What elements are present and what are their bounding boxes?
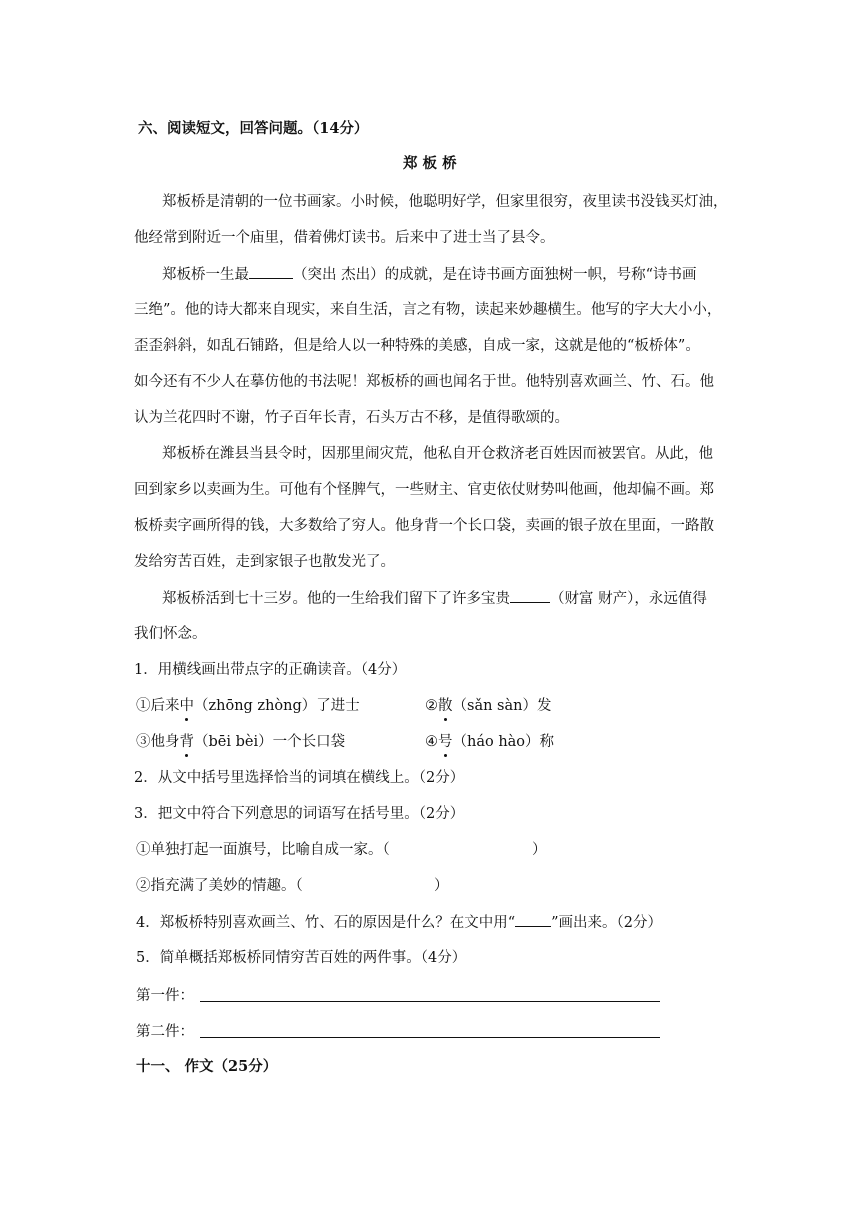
first-event-label: 第一件： [136,988,194,1004]
question-3-item-b: ②指充满了美妙的情趣。（ [136,878,303,894]
paragraph-2-line-1 [162,264,697,285]
second-event-answer-line[interactable] [200,1037,660,1038]
q1-d-pinyin-options[interactable]: （háo hào）称 [452,734,555,750]
q1-c-prefix: ③他身 [136,734,180,750]
dotted-char-san: 散 [438,698,453,714]
dotted-char-bei: 背 [179,734,194,750]
paragraph-3-line-1: 郑板桥在潍县当县令时，因那里闹灾荒，他私自开仓救济老百姓因而被罢官。从此，他 [162,446,713,462]
section-six-heading: 六、阅读短文，回答问题。（14分） [138,120,369,137]
q1-c-pinyin-options[interactable]: （bēi bèi）一个长口袋 [194,734,346,750]
paragraph-4-line-1-start: 郑板桥活到七十三岁。他的一生给我们留下了许多宝贵 [162,591,510,607]
dotted-char-zhong: 中 [179,698,194,714]
first-event-answer-line[interactable] [200,1001,660,1002]
question-3-answer-a[interactable] [408,840,532,860]
q1-b-prefix: ② [425,698,438,714]
fill-blank-2[interactable] [510,588,550,603]
underline-sample [515,912,551,927]
paragraph-3-line-2: 回到家乡以卖画为生。可他有个怪脾气，一些财主、官吏依仗财势叫他画，他却偏不画。郑 [134,482,714,498]
q1-d-prefix: ④ [425,734,438,750]
paragraph-2-line-1-start: 郑板桥一生最 [162,267,249,283]
second-event-label: 第二件： [136,1024,194,1040]
paragraph-3-line-4: 发给穷苦百姓，走到家银子也散发光了。 [134,554,395,570]
q1-a-pinyin-options[interactable]: （zhōng zhòng）了进士 [194,698,360,714]
paragraph-4-line-2: 我们怀念。 [134,626,207,642]
paragraph-1-line-2: 他经常到附近一个庙里，借着佛灯读书。后来中了进士当了县令。 [134,230,555,246]
question-2-stem: 2．从文中括号里选择恰当的词填在横线上。（2分） [134,770,465,786]
paragraph-3-line-3: 板桥卖字画所得的钱，大多数给了穷人。他身背一个长口袋，卖画的银子放在里面，一路散 [134,518,714,534]
paragraph-2-line-4: 如今还有不少人在摹仿他的书法呢！郑板桥的画也闻名于世。他特别喜欢画兰、竹、石。他 [134,374,714,390]
question-1-stem: 1．用横线画出带点字的正确读音。（4分） [134,662,407,678]
question-3-item-a-close: ） [532,842,547,858]
question-3-item-b-close: ） [434,878,449,894]
question-1-item-a [136,696,360,716]
passage-title: 郑 板 桥 [403,155,457,172]
paragraph-2-line-5: 认为兰花四时不谢，竹子百年长青，石头万古不移，是值得歌颂的。 [134,410,569,426]
question-3-item-a: ①单独打起一面旗号，比喻自成一家。（ [136,842,390,858]
section-eleven-heading: 十一、 作文（25分） [136,1058,278,1075]
question-4-stem [136,912,662,933]
paragraph-2-line-3: 歪歪斜斜，如乱石铺路，但是给人以一种特殊的美感，自成一家，这就是他的“板桥体”。 [134,338,700,354]
fill-blank-1[interactable] [249,264,293,279]
paragraph-4-line-1 [162,588,707,609]
paragraph-2-line-2: 三绝”。他的诗大都来自现实，来自生活，言之有物，读起来妙趣横生。他写的字大大小小， [134,302,722,318]
question-3-answer-b[interactable] [324,876,434,896]
question-1-item-b [425,696,551,716]
paragraph-1-line-1: 郑板桥是清朝的一位书画家。小时候，他聪明好学，但家里很穷，夜里读书没钱买灯油， [162,194,728,210]
question-5-stem: 5．简单概括郑板桥同情穷苦百姓的两件事。（4分） [136,950,467,966]
paragraph-4-line-1-end: （财富 财产），永远值得 [550,591,707,607]
question-1-item-c [136,732,345,752]
dotted-char-hao: 号 [438,734,453,750]
q1-b-pinyin-options[interactable]: （sǎn sàn）发 [452,698,552,714]
question-1-item-d [425,732,554,752]
q4-stem-end: ”画出来。（2分） [551,915,663,931]
question-3-stem: 3．把文中符合下列意思的词语写在括号里。（2分） [134,806,465,822]
q1-a-prefix: ①后来 [136,698,180,714]
paragraph-2-line-1-end: （突出 杰出）的成就，是在诗书画方面独树一帜，号称“诗书画 [293,267,697,283]
q4-stem-start: 4．郑板桥特别喜欢画兰、竹、石的原因是什么？在文中用“ [136,915,516,931]
